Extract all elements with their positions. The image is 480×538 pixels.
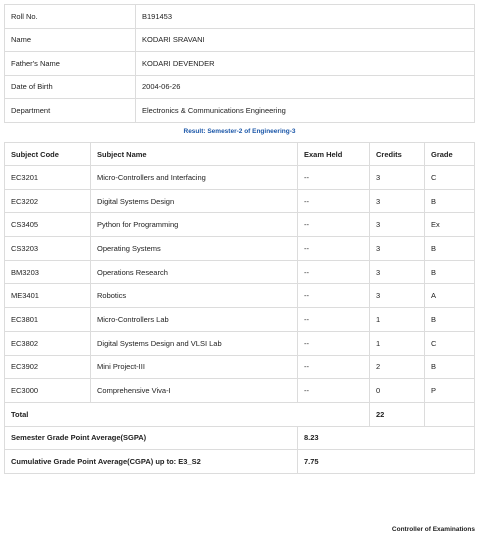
subject-name: Micro-Controllers Lab (91, 308, 298, 332)
table-row (5, 237, 475, 261)
grade-header: Grade (425, 143, 475, 166)
department-label: Department (5, 99, 136, 123)
credits: 3 (370, 189, 425, 213)
result-title: Result: Semester-2 of Engineering-3 (183, 128, 296, 135)
credits: 3 (370, 237, 425, 261)
subject-code-header: Subject Code (5, 143, 91, 166)
roll-no-value: B191453 (136, 5, 475, 29)
date-of-birth-value: 2004-06-26 (136, 75, 475, 99)
grade: B (425, 308, 475, 332)
date-of-birth-label: Date of Birth (5, 75, 136, 99)
credits-header: Credits (370, 143, 425, 166)
grade: P (425, 379, 475, 403)
cgpa-row (5, 450, 475, 474)
exam-held: -- (298, 237, 370, 261)
subject-name: Operations Research (91, 260, 298, 284)
subject-code: EC3000 (5, 379, 91, 403)
subject-code: EC3802 (5, 331, 91, 355)
credits: 3 (370, 260, 425, 284)
table-row (5, 284, 475, 308)
grade: B (425, 260, 475, 284)
table-row (5, 379, 475, 403)
credits: 3 (370, 213, 425, 237)
grade: A (425, 284, 475, 308)
department-value: Electronics & Communications Engineering (136, 99, 475, 123)
grade: Ex (425, 213, 475, 237)
subject-code: CS3203 (5, 237, 91, 261)
exam-held: -- (298, 189, 370, 213)
student-info-row (5, 28, 475, 52)
controller-signature: Controller of Examinations (391, 526, 475, 533)
grades-table (4, 142, 475, 474)
grade: B (425, 355, 475, 379)
sgpa-label: Semester Grade Point Average(SGPA) (5, 426, 298, 450)
exam-held: -- (298, 355, 370, 379)
student-info-row (5, 5, 475, 29)
name-label: Name (5, 28, 136, 52)
subject-code: EC3201 (5, 166, 91, 190)
student-info-row (5, 52, 475, 76)
father-name-value: KODARI DEVENDER (136, 52, 475, 76)
total-credits: 22 (370, 402, 425, 426)
exam-held: -- (298, 260, 370, 284)
exam-held-header: Exam Held (298, 143, 370, 166)
student-info-table (4, 4, 475, 123)
credits: 1 (370, 331, 425, 355)
subject-name: Digital Systems Design (91, 189, 298, 213)
cgpa-value: 7.75 (298, 450, 475, 474)
total-row (5, 402, 475, 426)
subject-name: Digital Systems Design and VLSI Lab (91, 331, 298, 355)
subject-code: EC3801 (5, 308, 91, 332)
subject-code: ME3401 (5, 284, 91, 308)
total-label: Total (5, 402, 370, 426)
cgpa-label: Cumulative Grade Point Average(CGPA) up to: E3_S2 (5, 450, 298, 474)
table-row (5, 308, 475, 332)
subject-name: Mini Project-III (91, 355, 298, 379)
exam-held: -- (298, 213, 370, 237)
subject-name-header: Subject Name (91, 143, 298, 166)
table-row (5, 166, 475, 190)
credits: 3 (370, 166, 425, 190)
exam-held: -- (298, 379, 370, 403)
exam-held: -- (298, 308, 370, 332)
student-info-row (5, 75, 475, 99)
grade: C (425, 166, 475, 190)
subject-name: Robotics (91, 284, 298, 308)
total-grade-empty (425, 402, 475, 426)
grades-header-row (5, 143, 475, 166)
table-row (5, 260, 475, 284)
grade: C (425, 331, 475, 355)
student-info-row (5, 99, 475, 123)
grade: B (425, 237, 475, 261)
subject-code: BM3203 (5, 260, 91, 284)
table-row (5, 331, 475, 355)
table-row (5, 189, 475, 213)
credits: 2 (370, 355, 425, 379)
exam-held: -- (298, 166, 370, 190)
table-row (5, 355, 475, 379)
subject-code: EC3902 (5, 355, 91, 379)
name-value: KODARI SRAVANI (136, 28, 475, 52)
subject-code: EC3202 (5, 189, 91, 213)
table-row (5, 213, 475, 237)
exam-held: -- (298, 284, 370, 308)
exam-held: -- (298, 331, 370, 355)
sgpa-value: 8.23 (298, 426, 475, 450)
subject-name: Operating Systems (91, 237, 298, 261)
father-name-label: Father's Name (5, 52, 136, 76)
sgpa-row (5, 426, 475, 450)
credits: 3 (370, 284, 425, 308)
roll-no-label: Roll No. (5, 5, 136, 29)
subject-name: Python for Programming (91, 213, 298, 237)
subject-name: Micro-Controllers and Interfacing (91, 166, 298, 190)
subject-name: Comprehensive Viva-I (91, 379, 298, 403)
credits: 1 (370, 308, 425, 332)
grade: B (425, 189, 475, 213)
subject-code: CS3405 (5, 213, 91, 237)
credits: 0 (370, 379, 425, 403)
